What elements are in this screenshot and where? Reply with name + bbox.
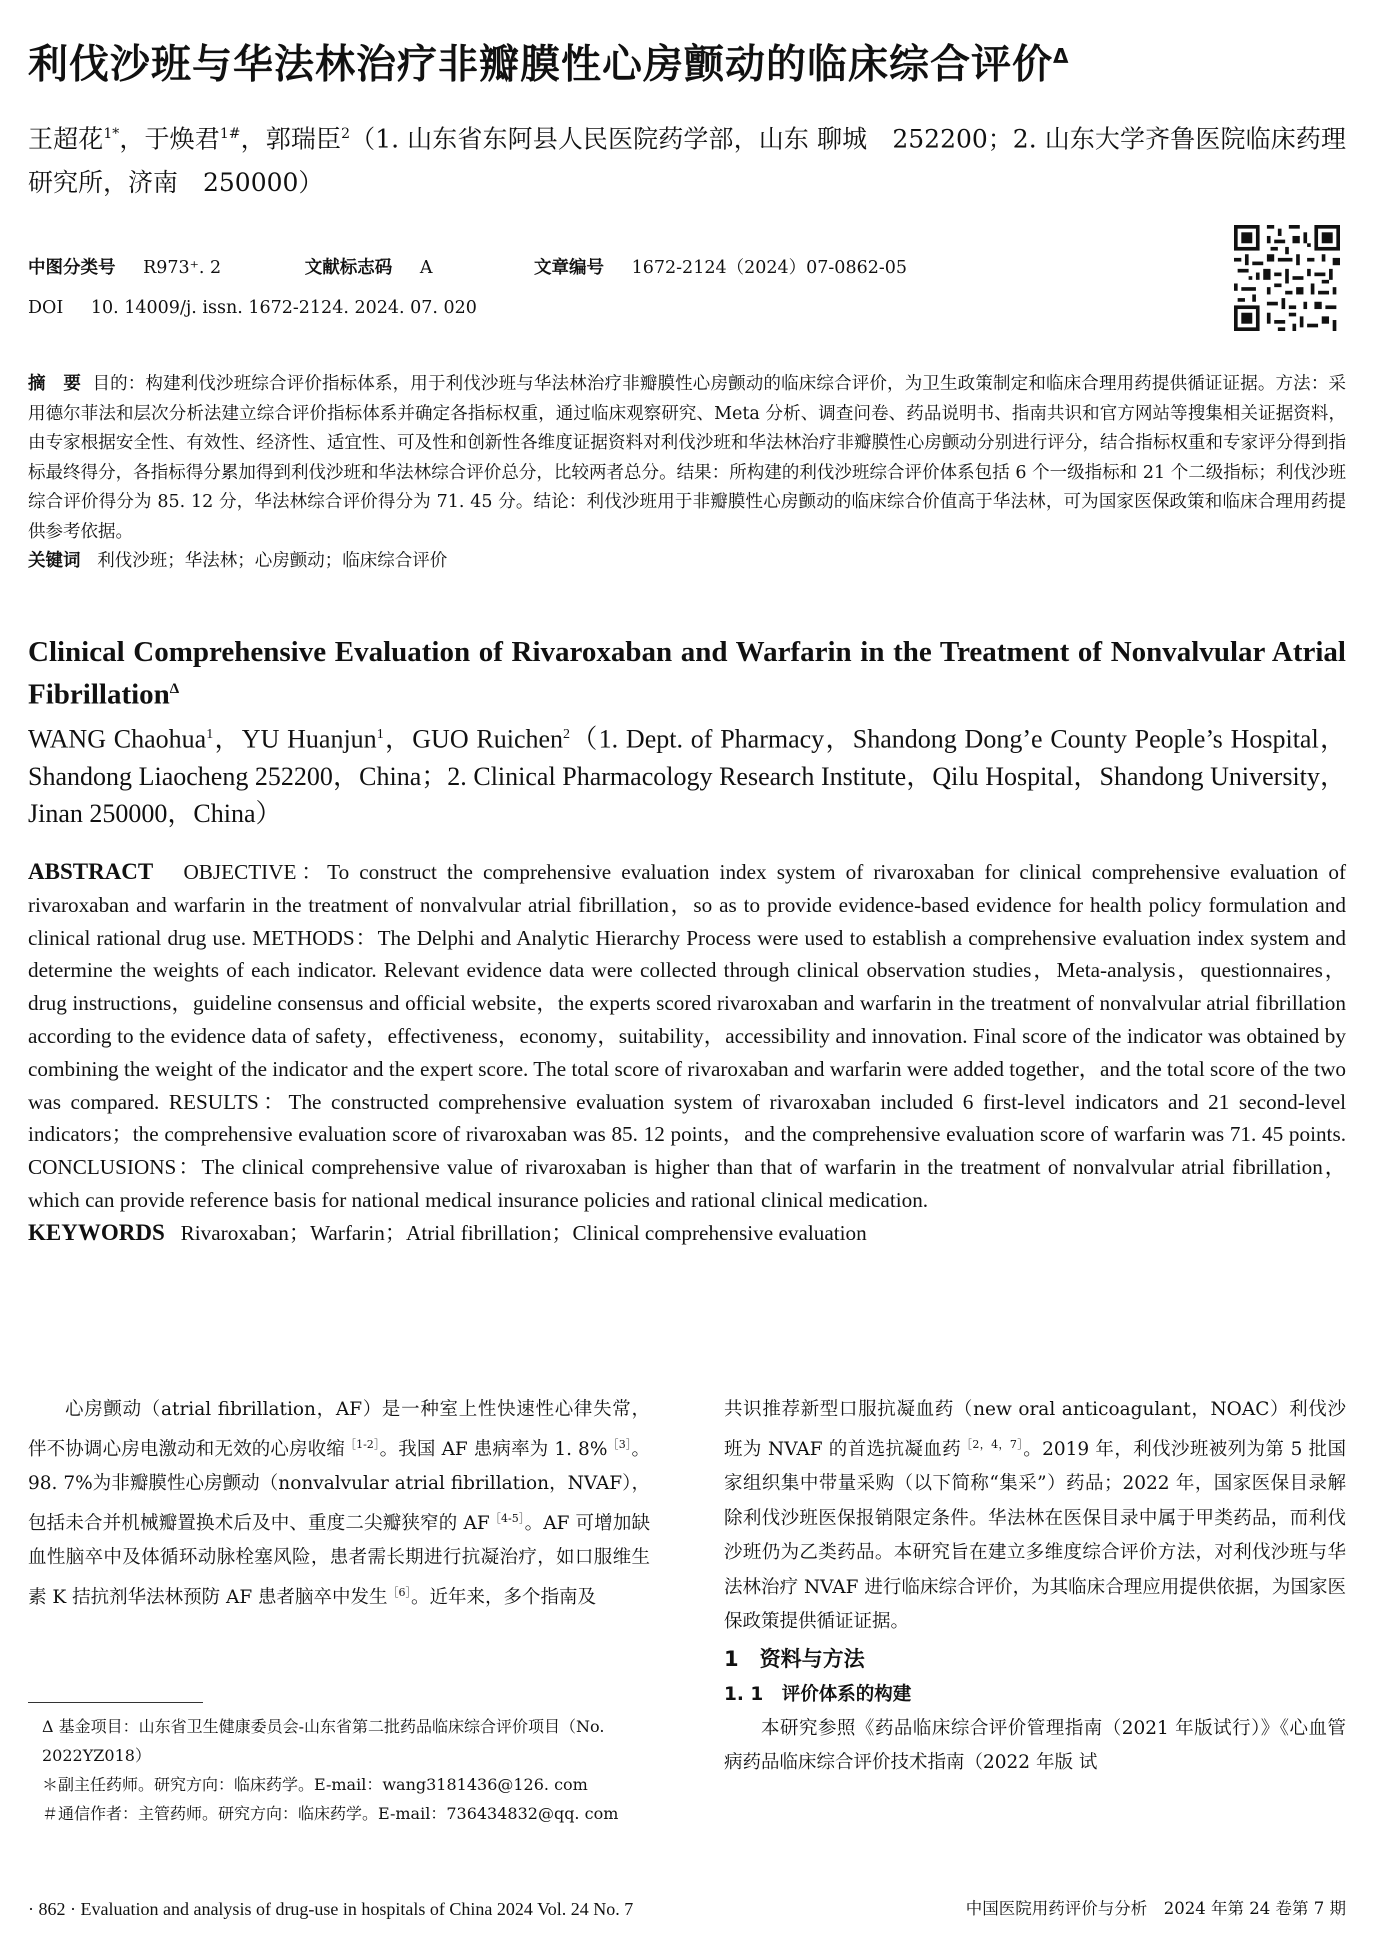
citation-ref: ［4-5］ bbox=[489, 1511, 525, 1525]
article-title-cn bbox=[28, 30, 1346, 90]
keywords-en-label: KEYWORDS bbox=[28, 1219, 165, 1245]
keywords-cn-text: 利伐沙班；华法林；心房颤动；临床综合评价 bbox=[97, 551, 448, 571]
method-paragraph: 本研究参照《药品临床综合评价管理指南（2021 年版试行）》《心血管病药品临床综合评价技术指南（2022 年版 试 bbox=[724, 1717, 1346, 1774]
footnote-divider bbox=[28, 1702, 203, 1703]
intro-text-5: 。近年来，多个指南及 bbox=[411, 1586, 597, 1608]
footer-right: 中国医院用药评价与分析 2024 年第 24 卷第 7 期 bbox=[965, 1899, 1346, 1918]
footnote-corresponding: ＃通信作者：主管药师。研究方向：临床药学。E-mail：736434832@qq. com bbox=[42, 1804, 619, 1823]
author-2-cn: ，于焕君 bbox=[119, 124, 220, 154]
intro-paragraph bbox=[28, 1393, 650, 1615]
article-no-value: 1672-2124（2024）07-0862-05 bbox=[631, 258, 908, 278]
author-2-en-sup: 1 bbox=[376, 727, 384, 742]
author-1-en: WANG Chaohua bbox=[28, 724, 207, 754]
title-en-text: Clinical Comprehensive Evaluation of Rivaroxaban and Warfarin in the Treatment of Nonvalvular Atrial Fibrillation bbox=[28, 636, 1346, 711]
author-3-cn: ，郭瑞臣 bbox=[240, 124, 342, 154]
author-3-en: ，GUO Ruichen bbox=[383, 724, 564, 754]
abstract-cn-label: 摘 要 bbox=[28, 374, 81, 394]
doc-code-label: 文献标志码 bbox=[304, 258, 393, 278]
intro-text-2: 。我国 AF 患病率为 1. 8% bbox=[379, 1438, 608, 1460]
author-1-cn: 王超花 bbox=[28, 124, 104, 154]
title-cn-text: 利伐沙班与华法林治疗非瓣膜性心房颤动的临床综合评价 bbox=[28, 41, 1053, 88]
footnote-fund: Δ 基金项目：山东省卫生健康委员会-山东省第二批药品临床综合评价项目（No. 2022YZ018） bbox=[42, 1717, 605, 1765]
author-1-cn-sup: 1* bbox=[103, 126, 120, 142]
author-1-en-sup: 1 bbox=[206, 727, 214, 742]
author-2-cn-sup: 1# bbox=[219, 126, 241, 142]
section-heading-1-1: 1. 1 评价体系的构建 bbox=[724, 1683, 912, 1705]
affiliation-cn: （1. 山东省东阿县人民医院药学部，山东 聊城 252200；2. 山东大学齐鲁医院临床药理研究所，济南 250000） bbox=[28, 124, 1346, 198]
title-cn-fund-mark: Δ bbox=[1053, 44, 1070, 68]
authors-cn bbox=[28, 112, 1346, 205]
author-2-en: ，YU Huanjun bbox=[213, 724, 377, 754]
footer-left: · 862 · Evaluation and analysis of drug-use in hospitals of China 2024 Vol. 24 No. 7 bbox=[28, 1899, 634, 1919]
intro-text-1: 心房颤动（atrial fibrillation，AF）是一种室上性快速性心律失常，伴不协调心房电激动和无效的心房收缩 bbox=[28, 1399, 650, 1460]
body-column-right bbox=[724, 1393, 1346, 1781]
body-column-left bbox=[28, 1393, 650, 1615]
doi-value: 10. 14009/j. issn. 1672-2124. 2024. 07. 020 bbox=[90, 298, 477, 318]
intro-cont-text-2: 。2019 年，利伐沙班被列为第 5 批国家组织集中带量采购（以下简称“集采”）药品；2022 年，国家医保目录解除利伐沙班医保报销限定条件。华法林在医保目录中属于甲类药品，而利伐沙班仍为乙类药品。本研究旨在建立多维度综合评价方法，对利伐沙班与华法林治疗 NVAF 进行临床综合评价，为其临床合理应用提供依据，为国家医保政策提供循证证据。 bbox=[724, 1438, 1346, 1633]
classification-row bbox=[28, 254, 907, 282]
doc-code-value: A bbox=[419, 258, 433, 278]
citation-ref: ［2，4，7］ bbox=[961, 1437, 1024, 1451]
author-3-cn-sup: 2 bbox=[341, 126, 350, 142]
authors-en bbox=[28, 716, 1346, 832]
doi-row bbox=[28, 294, 477, 322]
intro-continued bbox=[724, 1393, 1346, 1640]
keywords-en-text: Rivaroxaban；Warfarin；Atrial fibrillation；Clinical comprehensive evaluation bbox=[180, 1220, 867, 1245]
citation-ref: ［1-2］ bbox=[344, 1437, 380, 1451]
qr-code-icon bbox=[1234, 225, 1340, 331]
title-en-fund-mark: Δ bbox=[169, 681, 180, 697]
footnote-author-1: ＊副主任药师。研究方向：临床药学。E-mail：wang3181436@126. com bbox=[42, 1775, 588, 1794]
clc-value: R973⁺. 2 bbox=[143, 258, 222, 278]
citation-ref: ［6］ bbox=[387, 1585, 412, 1599]
abstract-en-text: OBJECTIVE：To construct the comprehensive evaluation index system of rivaroxaban for clinical comprehensive evaluation of rivaroxaban and warfarin in the treatment of nonvalvular atrial fibrillation，so as to provide evidence-based evidence for health policy formulation and clinical rational drug use. METHODS：The Delphi and Analytic Hierarchy Process were used to establish a comprehensive evaluation index system and determine the weights of each indicator. Relevant evidence data were collected through clinical observation studies，Meta-analysis，questionnaires，drug instructions，guideline consensus and official website，the experts scored rivaroxaban and warfarin in the treatment of nonvalvular atrial fibrillation according to the evidence data of safety，effectiveness，economy，suitability，accessibility and innovation. Final score of the indicator was obtained by combining the weight of the indicator and the expert score. The total score of rivaroxaban and warfarin were added together，and the total score of the two was compared. RESULTS：The constructed comprehensive evaluation system of rivaroxaban included 6 first-level indicators and 21 second-level indicators；the comprehensive evaluation score of rivaroxaban was 85. 12 points，and the comprehensive evaluation score of warfarin was 71. 45 points. CONCLUSIONS：The clinical comprehensive value of rivaroxaban is higher than that of warfarin in the treatment of nonvalvular atrial fibrillation，which can provide reference basis for national medical insurance policies and rational clinical medication. bbox=[28, 860, 1347, 1212]
intro-cont-text-1: 共识推荐新型口服抗凝血药（new oral anticoagulant，NOAC）利伐沙班为 NVAF 的首选抗凝血药 bbox=[724, 1399, 1346, 1460]
affiliation-en: （1. Dept. of Pharmacy，Shandong Dong’e County People’s Hospital，Shandong Liaocheng 252200，China；2. Clinical Pharmacology Research Institute，Qilu Hospital，Shandong University，Jinan 250000，China） bbox=[28, 724, 1346, 828]
abstract-en bbox=[28, 856, 1346, 1250]
abstract-cn bbox=[28, 370, 1346, 577]
abstract-cn-text: 目的：构建利伐沙班综合评价指标体系，用于利伐沙班与华法林治疗非瓣膜性心房颤动的临床综合评价，为卫生政策制定和临床合理用药提供循证证据。方法：采用德尔菲法和层次分析法建立综合评价指标体系并确定各指标权重，通过临床观察研究、Meta 分析、调查问卷、药品说明书、指南共识和官方网站等搜集相关证据资料，由专家根据安全性、有效性、经济性、适宜性、可及性和创新性各维度证据资料对利伐沙班和华法林治疗非瓣膜性心房颤动分别进行评分，结合指标权重和专家评分得到指标最终得分，各指标得分累加得到利伐沙班和华法林综合评价总分，比较两者总分。结果：所构建的利伐沙班综合评价体系包括 6 个一级指标和 21 个二级指标；利伐沙班综合评价得分为 85. 12 分，华法林综合评价得分为 71. 45 分。结论：利伐沙班用于非瓣膜性心房颤动的临床综合价值高于华法林，可为国家医保政策和临床合理用药提供参考依据。 bbox=[28, 374, 1347, 542]
author-3-en-sup: 2 bbox=[563, 727, 571, 742]
article-title-en bbox=[28, 634, 1346, 714]
intro-text-4: 。AF 可增加缺血性脑卒中及体循环动脉栓塞风险，患者需长期进行抗凝治疗，如口服维生素 K 拮抗剂华法林预防 AF 患者脑卒中发生 bbox=[28, 1512, 651, 1608]
citation-ref: ［3］ bbox=[607, 1437, 632, 1451]
section-heading-1: 1 资料与方法 bbox=[724, 1646, 865, 1671]
keywords-cn-label: 关键词 bbox=[28, 551, 81, 571]
footnotes bbox=[28, 1712, 650, 1828]
abstract-en-label: ABSTRACT bbox=[28, 859, 154, 884]
intro-text-3: 。98. 7%为非瓣膜性心房颤动（nonvalvular atrial fibrillation，NVAF），包括未合并机械瓣置换术后及中、重度二尖瓣狭窄的 AF bbox=[28, 1438, 650, 1534]
clc-label: 中图分类号 bbox=[28, 258, 116, 278]
doi-label: DOI bbox=[28, 298, 64, 318]
journal-page bbox=[28, 0, 1346, 1940]
article-no-label: 文章编号 bbox=[534, 258, 605, 278]
